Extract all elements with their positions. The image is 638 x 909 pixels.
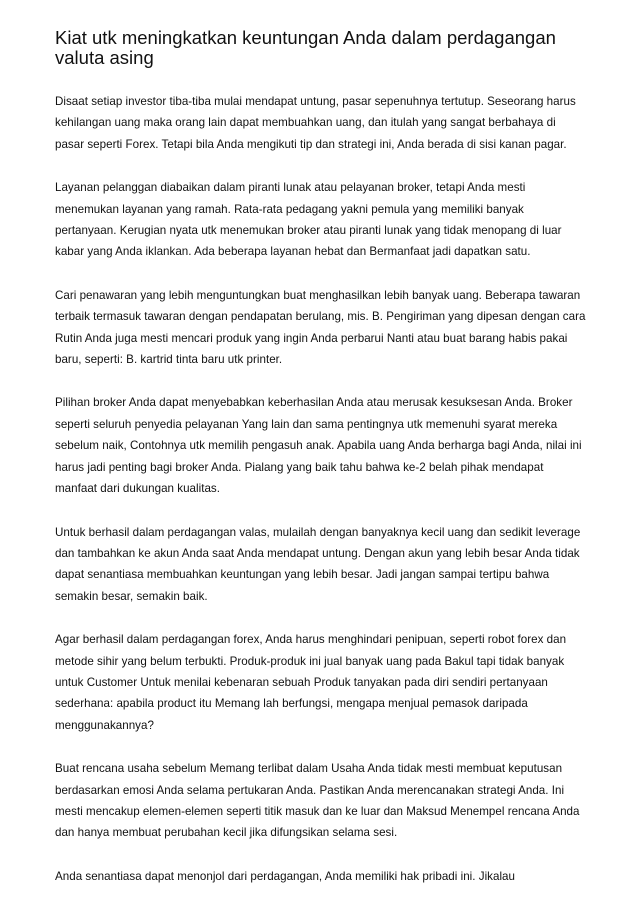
document-title: Kiat utk meningkatkan keuntungan Anda dalam perdagangan valuta asing: [55, 27, 556, 68]
document-page: [55, 28, 587, 909]
paragraph-3: Cari penawaran yang lebih menguntungkan buat menghasilkan lebih banyak uang. Beberapa tawaran terbaik termasuk tawaran dengan pendapatan berulang, mis. B. Pengiriman yang dipesan dengan cara Rutin Anda juga mesti mencari produk yang ingin Anda perbarui Nanti atau buat barang habis pakai baru, seperti: B. kartrid tinta baru utk printer.: [55, 288, 586, 367]
paragraph-6: Agar berhasil dalam perdagangan forex, Anda harus menghindari penipuan, seperti robot forex dan metode sihir yang belum terbukti. Produk-produk ini jual banyak uang pada Bakul tapi tidak banyak untuk Customer Untuk menilai kebenaran sebuah Produk tanyakan pada diri sendiri pertanyaan sederhana: apabila product itu Memang lah berfungsi, mengapa menjual pemasok daripada menggunakannya?: [55, 633, 567, 732]
paragraph-2: Layanan pelanggan diabaikan dalam piranti lunak atau pelayanan broker, tetapi Anda mesti menemukan layanan yang ramah. Rata-rata pedagang yakni pemula yang memiliki banyak pertanyaan. Kerugian nyata utk menemukan broker atau piranti lunak yang tidak menopang di luar kabar yang Anda iklankan. Ada beberapa layanan hebat dan Bermanfaat jadi dapatkan satu.: [55, 181, 562, 259]
paragraph-4: Pilihan broker Anda dapat menyebabkan keberhasilan Anda atau merusak kesuksesan Anda. Broker seperti seluruh penyedia pelayanan Yang lain dan sama pentingnya utk memenuhi syarat mereka sebelum naik, Contohnya utk memilih pengasuh anak. Apabila uang Anda berharga bagi Anda, nilai ini harus jadi penting bagi broker Anda. Pialang yang baik tahu bahwa ke-2 belah pihak mendapat manfaat dari dukungan kualitas.: [55, 396, 582, 496]
paragraph-8: Anda senantiasa dapat menonjol dari perdagangan, Anda memiliki hak pribadi ini. Jikalau: [55, 869, 515, 883]
paragraph-5: Untuk berhasil dalam perdagangan valas, mulailah dengan banyaknya kecil uang dan sedikit leverage dan tambahkan ke akun Anda saat Anda mendapat untung. Dengan akun yang lebih besar Anda tidak dapat senantiasa membuahkan keuntungan yang lebih besar. Jadi jangan sampai tertipu bahwa semakin besar, semakin baik.: [55, 525, 581, 603]
paragraph-1: Disaat setiap investor tiba-tiba mulai mendapat untung, pasar sepenuhnya tertutup. Seseorang harus kehilangan uang maka orang lain dapat membuahkan uang, dan itulah yang sangat berbahaya di pasar seperti Forex. Tetapi bila Anda mengikuti tip dan strategi ini, Anda berada di sisi kanan pagar.: [55, 95, 576, 151]
paragraph-7: Buat rencana usaha sebelum Memang terlibat dalam Usaha Anda tidak mesti membuat keputusan berdasarkan emosi Anda selama pertukaran Anda. Pastikan Anda merencanakan strategi Anda. Ini mesti mencakup elemen-elemen seperti titik masuk dan ke luar dan Maksud Menempel rencana Anda dan hanya membuat perubahan kecil jika difungsikan selama sesi.: [55, 762, 580, 840]
